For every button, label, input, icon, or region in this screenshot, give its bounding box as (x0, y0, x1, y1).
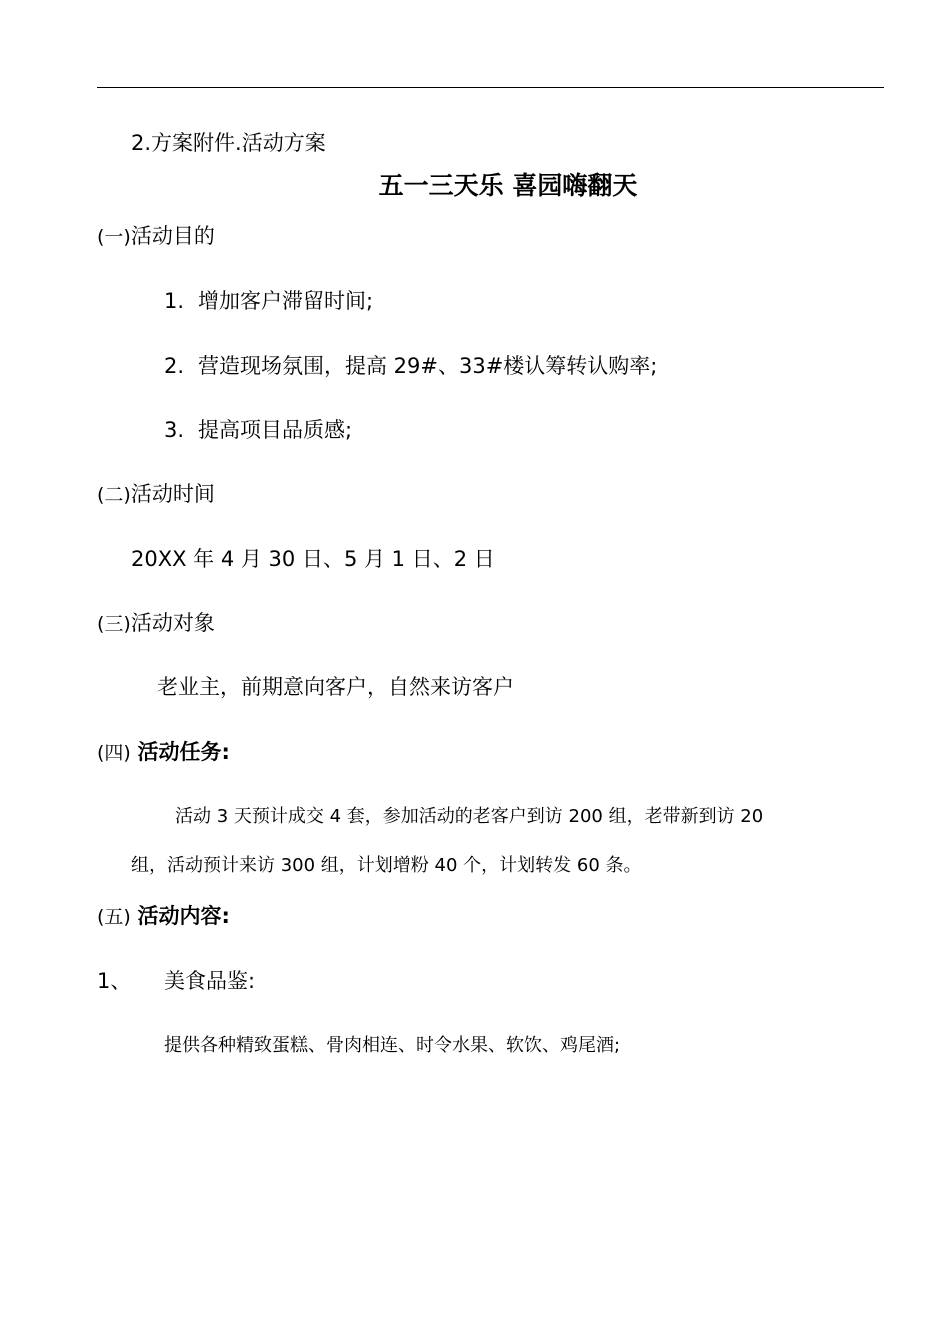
section-4-title: 活动任务: (137, 740, 230, 764)
list-item (164, 415, 352, 445)
section-4-marker: (四) (97, 742, 131, 764)
section-3-heading (97, 608, 215, 639)
section-5-item-1-detail: 提供各种精致蛋糕、骨肉相连、时令水果、软饮、鸡尾酒; (164, 1035, 621, 1056)
list-item-number: 2. (164, 354, 185, 378)
header-rule (97, 87, 884, 88)
section-5-title: 活动内容: (137, 904, 230, 928)
page-title: 五一三天乐 喜园嗨翻天 (378, 171, 638, 200)
list-item-text: 营造现场氛围，提高 29#、33#楼认筹转认购率; (198, 354, 658, 378)
section-4-heading (97, 737, 230, 768)
section-2-heading (97, 479, 215, 510)
list-item-text: 增加客户滞留时间; (198, 289, 374, 313)
list-item-text: 提高项目品质感; (198, 418, 353, 442)
section-5-item-1 (97, 966, 255, 996)
section-5-item-1-label: 美食品鉴: (164, 969, 256, 993)
section-5-heading (97, 901, 230, 932)
list-item-number: 1. (164, 289, 185, 313)
section-2-title: 活动时间 (130, 482, 215, 506)
attachment-label: 2.方案附件.活动方案 (131, 131, 326, 155)
section-3-marker: (三) (97, 613, 131, 635)
section-4-body-line-2: 组，活动预计来访 300 组，计划增粉 40 个，计划转发 60 条。 (131, 855, 642, 876)
section-2-body: 20XX 年 4 月 30 日、5 月 1 日、2 日 (131, 547, 495, 571)
section-5-marker: (五) (97, 906, 131, 928)
section-1-title: 活动目的 (130, 224, 215, 248)
section-2-marker: (二) (97, 484, 131, 506)
section-4-body-line-1: 活动 3 天预计成交 4 套，参加活动的老客户到访 200 组，老带新到访 20 (175, 806, 764, 827)
section-1-marker: (一) (97, 226, 131, 248)
list-item (164, 351, 657, 381)
list-item (164, 286, 373, 316)
section-1-heading (97, 221, 215, 252)
section-5-item-1-number: 1、 (97, 969, 132, 993)
section-3-title: 活动对象 (130, 611, 215, 635)
section-3-body: 老业主，前期意向客户，自然来访客户 (157, 675, 514, 699)
list-item-number: 3. (164, 418, 185, 442)
